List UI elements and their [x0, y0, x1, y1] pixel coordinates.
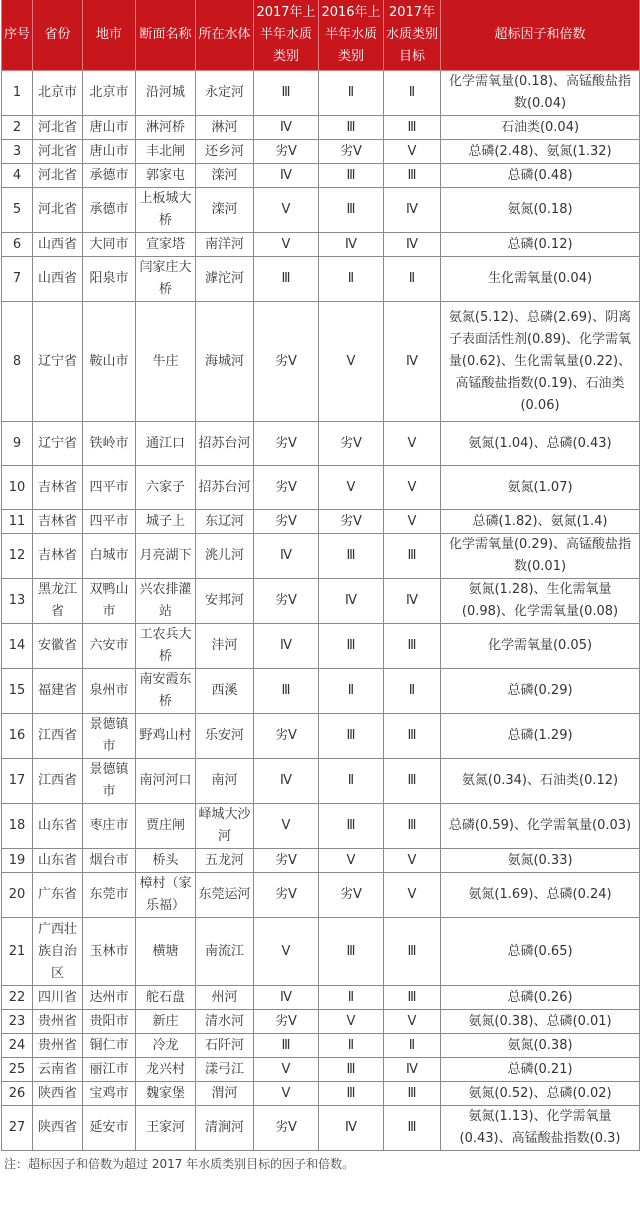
cell-target-2017: Ⅱ — [384, 257, 441, 302]
cell-target-2017: Ⅳ — [384, 188, 441, 233]
cell-quality-2017: 劣Ⅴ — [254, 302, 319, 422]
table-row — [2, 510, 640, 534]
cell-province: 云南省 — [33, 1058, 83, 1082]
cell-quality-2016: Ⅱ — [319, 986, 384, 1010]
cell-water: 石阡河 — [196, 1034, 254, 1058]
cell-quality-2017: Ⅴ — [254, 918, 319, 986]
cell-factors: 氨氮(5.12)、总磷(2.69)、阴离子表面活性剂(0.89)、化学需氧量(0.62)、生化需氧量(0.22)、高锰酸盐指数(0.19)、石油类(0.06) — [441, 302, 640, 422]
cell-city: 双鸭山市 — [83, 579, 136, 624]
cell-section: 王家河 — [136, 1106, 196, 1151]
cell-quality-2016: Ⅳ — [319, 579, 384, 624]
cell-no: 19 — [2, 849, 33, 873]
cell-factors: 氨氮(1.28)、生化需氧量(0.98)、化学需氧量(0.08) — [441, 579, 640, 624]
table-row — [2, 986, 640, 1010]
cell-target-2017: Ⅴ — [384, 849, 441, 873]
cell-city: 东莞市 — [83, 873, 136, 918]
cell-factors: 总磷(0.29) — [441, 669, 640, 714]
cell-province: 广西壮族自治区 — [33, 918, 83, 986]
cell-city: 景德镇市 — [83, 714, 136, 759]
cell-no: 18 — [2, 804, 33, 849]
cell-city: 阳泉市 — [83, 257, 136, 302]
cell-section: 丰北闸 — [136, 140, 196, 164]
cell-quality-2017: 劣Ⅴ — [254, 714, 319, 759]
cell-city: 玉林市 — [83, 918, 136, 986]
cell-quality-2017: 劣Ⅴ — [254, 510, 319, 534]
cell-city: 宝鸡市 — [83, 1082, 136, 1106]
cell-quality-2017: Ⅴ — [254, 1058, 319, 1082]
cell-quality-2016: Ⅲ — [319, 1082, 384, 1106]
cell-factors: 氨氮(0.38) — [441, 1034, 640, 1058]
cell-province: 江西省 — [33, 759, 83, 804]
cell-section: 冷龙 — [136, 1034, 196, 1058]
cell-province: 福建省 — [33, 669, 83, 714]
cell-quality-2016: Ⅲ — [319, 116, 384, 140]
cell-province: 河北省 — [33, 140, 83, 164]
cell-quality-2017: Ⅲ — [254, 257, 319, 302]
cell-quality-2016: 劣Ⅴ — [319, 422, 384, 466]
cell-section: 六家子 — [136, 466, 196, 510]
cell-province: 山西省 — [33, 233, 83, 257]
table-row — [2, 1034, 640, 1058]
cell-province: 山东省 — [33, 804, 83, 849]
cell-city: 丽江市 — [83, 1058, 136, 1082]
table-row — [2, 164, 640, 188]
cell-section: 贾庄闸 — [136, 804, 196, 849]
header-factors: 超标因子和倍数 — [441, 0, 640, 71]
cell-quality-2016: Ⅱ — [319, 669, 384, 714]
cell-quality-2016: Ⅲ — [319, 1058, 384, 1082]
cell-quality-2017: 劣Ⅴ — [254, 422, 319, 466]
cell-target-2017: Ⅲ — [384, 714, 441, 759]
cell-quality-2017: Ⅴ — [254, 233, 319, 257]
table-row — [2, 466, 640, 510]
cell-section: 樟村（家乐福） — [136, 873, 196, 918]
cell-city: 大同市 — [83, 233, 136, 257]
table-row — [2, 918, 640, 986]
cell-province: 安徽省 — [33, 624, 83, 669]
table-row — [2, 804, 640, 849]
cell-city: 北京市 — [83, 71, 136, 116]
cell-quality-2017: 劣Ⅴ — [254, 579, 319, 624]
cell-target-2017: Ⅴ — [384, 140, 441, 164]
cell-province: 北京市 — [33, 71, 83, 116]
water-quality-table — [1, 0, 640, 1151]
cell-quality-2017: Ⅳ — [254, 164, 319, 188]
cell-city: 四平市 — [83, 466, 136, 510]
cell-water: 东辽河 — [196, 510, 254, 534]
header-city: 地市 — [83, 0, 136, 71]
cell-no: 3 — [2, 140, 33, 164]
header-q2017: 2017年上半年水质类别 — [254, 0, 319, 71]
cell-water: 滦河 — [196, 188, 254, 233]
cell-factors: 总磷(0.65) — [441, 918, 640, 986]
cell-province: 辽宁省 — [33, 302, 83, 422]
cell-quality-2016: Ⅲ — [319, 188, 384, 233]
cell-province: 江西省 — [33, 714, 83, 759]
cell-water: 还乡河 — [196, 140, 254, 164]
cell-section: 舵石盘 — [136, 986, 196, 1010]
cell-target-2017: Ⅳ — [384, 579, 441, 624]
cell-target-2017: Ⅲ — [384, 804, 441, 849]
table-body — [2, 71, 640, 1151]
cell-section: 通江口 — [136, 422, 196, 466]
cell-city: 唐山市 — [83, 116, 136, 140]
cell-target-2017: Ⅴ — [384, 873, 441, 918]
cell-factors: 总磷(0.59)、化学需氧量(0.03) — [441, 804, 640, 849]
cell-section: 魏家堡 — [136, 1082, 196, 1106]
cell-water: 招苏台河 — [196, 466, 254, 510]
cell-target-2017: Ⅲ — [384, 624, 441, 669]
table-row — [2, 233, 640, 257]
cell-province: 吉林省 — [33, 510, 83, 534]
cell-quality-2017: Ⅳ — [254, 116, 319, 140]
cell-target-2017: Ⅴ — [384, 466, 441, 510]
cell-quality-2016: Ⅲ — [319, 534, 384, 579]
cell-no: 23 — [2, 1010, 33, 1034]
cell-water: 乐安河 — [196, 714, 254, 759]
cell-quality-2016: 劣Ⅴ — [319, 510, 384, 534]
cell-quality-2017: 劣Ⅴ — [254, 873, 319, 918]
cell-factors: 总磷(0.21) — [441, 1058, 640, 1082]
cell-quality-2016: Ⅲ — [319, 918, 384, 986]
cell-water: 安邦河 — [196, 579, 254, 624]
cell-quality-2016: Ⅱ — [319, 71, 384, 116]
cell-factors: 氨氮(0.38)、总磷(0.01) — [441, 1010, 640, 1034]
cell-no: 20 — [2, 873, 33, 918]
cell-factors: 氨氮(0.52)、总磷(0.02) — [441, 1082, 640, 1106]
cell-no: 2 — [2, 116, 33, 140]
header-water: 所在水体 — [196, 0, 254, 71]
table-row — [2, 579, 640, 624]
cell-target-2017: Ⅲ — [384, 918, 441, 986]
cell-factors: 氨氮(1.69)、总磷(0.24) — [441, 873, 640, 918]
cell-province: 贵州省 — [33, 1010, 83, 1034]
cell-water: 州河 — [196, 986, 254, 1010]
cell-no: 22 — [2, 986, 33, 1010]
cell-quality-2017: 劣Ⅴ — [254, 1010, 319, 1034]
cell-factors: 总磷(0.48) — [441, 164, 640, 188]
table-row — [2, 849, 640, 873]
cell-city: 枣庄市 — [83, 804, 136, 849]
footnote: 注：超标因子和倍数为超过 2017 年水质类别目标的因子和倍数。 — [4, 1157, 355, 1171]
cell-section: 沿河城 — [136, 71, 196, 116]
cell-quality-2017: Ⅳ — [254, 624, 319, 669]
cell-no: 1 — [2, 71, 33, 116]
cell-quality-2017: Ⅴ — [254, 804, 319, 849]
cell-section: 郭家屯 — [136, 164, 196, 188]
table-row — [2, 624, 640, 669]
cell-target-2017: Ⅳ — [384, 1058, 441, 1082]
cell-quality-2016: 劣Ⅴ — [319, 140, 384, 164]
cell-section: 淋河桥 — [136, 116, 196, 140]
cell-quality-2016: Ⅴ — [319, 1010, 384, 1034]
cell-factors: 氨氮(0.33) — [441, 849, 640, 873]
cell-no: 26 — [2, 1082, 33, 1106]
cell-water: 南洋河 — [196, 233, 254, 257]
cell-target-2017: Ⅳ — [384, 302, 441, 422]
cell-province: 吉林省 — [33, 466, 83, 510]
cell-water: 永定河 — [196, 71, 254, 116]
table-header-row — [2, 0, 640, 71]
cell-section: 南安霞东桥 — [136, 669, 196, 714]
cell-quality-2017: 劣Ⅴ — [254, 466, 319, 510]
cell-city: 铁岭市 — [83, 422, 136, 466]
cell-target-2017: Ⅱ — [384, 71, 441, 116]
cell-no: 12 — [2, 534, 33, 579]
cell-section: 新庄 — [136, 1010, 196, 1034]
cell-province: 山东省 — [33, 849, 83, 873]
table-row — [2, 714, 640, 759]
cell-water: 滹沱河 — [196, 257, 254, 302]
header-province: 省份 — [33, 0, 83, 71]
cell-no: 27 — [2, 1106, 33, 1151]
cell-section: 桥头 — [136, 849, 196, 873]
cell-no: 21 — [2, 918, 33, 986]
cell-target-2017: Ⅴ — [384, 1010, 441, 1034]
cell-water: 清涧河 — [196, 1106, 254, 1151]
cell-quality-2017: Ⅳ — [254, 986, 319, 1010]
cell-province: 广东省 — [33, 873, 83, 918]
cell-water: 南河 — [196, 759, 254, 804]
cell-factors: 化学需氧量(0.18)、高锰酸盐指数(0.04) — [441, 71, 640, 116]
table-row — [2, 1082, 640, 1106]
cell-target-2017: Ⅲ — [384, 116, 441, 140]
cell-no: 15 — [2, 669, 33, 714]
table-row — [2, 116, 640, 140]
cell-factors: 氨氮(1.07) — [441, 466, 640, 510]
cell-no: 14 — [2, 624, 33, 669]
cell-quality-2016: Ⅳ — [319, 1106, 384, 1151]
cell-no: 17 — [2, 759, 33, 804]
cell-no: 9 — [2, 422, 33, 466]
cell-quality-2017: Ⅴ — [254, 1082, 319, 1106]
cell-target-2017: Ⅲ — [384, 164, 441, 188]
cell-province: 贵州省 — [33, 1034, 83, 1058]
cell-province: 河北省 — [33, 164, 83, 188]
cell-section: 横塘 — [136, 918, 196, 986]
cell-province: 四川省 — [33, 986, 83, 1010]
cell-quality-2017: Ⅴ — [254, 188, 319, 233]
table-row — [2, 140, 640, 164]
cell-city: 承德市 — [83, 188, 136, 233]
cell-target-2017: Ⅳ — [384, 233, 441, 257]
cell-city: 六安市 — [83, 624, 136, 669]
table-row — [2, 1106, 640, 1151]
cell-city: 景德镇市 — [83, 759, 136, 804]
cell-quality-2016: Ⅲ — [319, 714, 384, 759]
cell-section: 上板城大桥 — [136, 188, 196, 233]
cell-water: 滦河 — [196, 164, 254, 188]
cell-water: 洮儿河 — [196, 534, 254, 579]
cell-factors: 总磷(0.12) — [441, 233, 640, 257]
cell-section: 兴农排灌站 — [136, 579, 196, 624]
cell-factors: 氨氮(0.34)、石油类(0.12) — [441, 759, 640, 804]
cell-no: 4 — [2, 164, 33, 188]
cell-water: 西溪 — [196, 669, 254, 714]
cell-target-2017: Ⅲ — [384, 1106, 441, 1151]
cell-section: 月亮湖下 — [136, 534, 196, 579]
cell-water: 招苏台河 — [196, 422, 254, 466]
cell-province: 黑龙江省 — [33, 579, 83, 624]
cell-quality-2017: Ⅳ — [254, 759, 319, 804]
cell-province: 陕西省 — [33, 1082, 83, 1106]
cell-no: 13 — [2, 579, 33, 624]
cell-quality-2016: 劣Ⅴ — [319, 873, 384, 918]
cell-city: 铜仁市 — [83, 1034, 136, 1058]
header-no: 序号 — [2, 0, 33, 71]
cell-quality-2016: Ⅳ — [319, 233, 384, 257]
cell-water: 五龙河 — [196, 849, 254, 873]
cell-city: 四平市 — [83, 510, 136, 534]
cell-target-2017: Ⅲ — [384, 986, 441, 1010]
cell-quality-2016: Ⅱ — [319, 1034, 384, 1058]
cell-factors: 化学需氧量(0.05) — [441, 624, 640, 669]
table-row — [2, 759, 640, 804]
cell-quality-2016: Ⅲ — [319, 164, 384, 188]
cell-section: 城子上 — [136, 510, 196, 534]
cell-section: 牛庄 — [136, 302, 196, 422]
cell-water: 漾弓江 — [196, 1058, 254, 1082]
cell-quality-2017: 劣Ⅴ — [254, 849, 319, 873]
cell-factors: 氨氮(1.04)、总磷(0.43) — [441, 422, 640, 466]
header-q2016: 2016年上半年水质类别 — [319, 0, 384, 71]
cell-factors: 氨氮(0.18) — [441, 188, 640, 233]
cell-target-2017: Ⅱ — [384, 669, 441, 714]
cell-province: 吉林省 — [33, 534, 83, 579]
cell-water: 东莞运河 — [196, 873, 254, 918]
cell-no: 8 — [2, 302, 33, 422]
cell-factors: 总磷(0.26) — [441, 986, 640, 1010]
cell-section: 闫家庄大桥 — [136, 257, 196, 302]
cell-target-2017: Ⅲ — [384, 1082, 441, 1106]
table-row — [2, 257, 640, 302]
table-row — [2, 1010, 640, 1034]
cell-target-2017: Ⅲ — [384, 534, 441, 579]
table-row — [2, 873, 640, 918]
cell-section: 野鸡山村 — [136, 714, 196, 759]
cell-province: 河北省 — [33, 116, 83, 140]
cell-water: 峄城大沙河 — [196, 804, 254, 849]
cell-city: 白城市 — [83, 534, 136, 579]
cell-factors: 化学需氧量(0.29)、高锰酸盐指数(0.01) — [441, 534, 640, 579]
cell-city: 承德市 — [83, 164, 136, 188]
cell-no: 11 — [2, 510, 33, 534]
cell-no: 6 — [2, 233, 33, 257]
cell-no: 25 — [2, 1058, 33, 1082]
table-row — [2, 422, 640, 466]
cell-city: 达州市 — [83, 986, 136, 1010]
cell-no: 5 — [2, 188, 33, 233]
cell-no: 16 — [2, 714, 33, 759]
cell-quality-2017: Ⅲ — [254, 1034, 319, 1058]
table-row — [2, 71, 640, 116]
cell-target-2017: Ⅲ — [384, 759, 441, 804]
table-row — [2, 302, 640, 422]
table-row — [2, 669, 640, 714]
cell-province: 陕西省 — [33, 1106, 83, 1151]
cell-city: 烟台市 — [83, 849, 136, 873]
cell-city: 贵阳市 — [83, 1010, 136, 1034]
cell-province: 河北省 — [33, 188, 83, 233]
cell-quality-2017: Ⅲ — [254, 71, 319, 116]
cell-quality-2016: Ⅱ — [319, 257, 384, 302]
cell-quality-2016: Ⅴ — [319, 849, 384, 873]
cell-factors: 总磷(1.29) — [441, 714, 640, 759]
cell-factors: 氨氮(1.13)、化学需氧量(0.43)、高锰酸盐指数(0.3) — [441, 1106, 640, 1151]
cell-province: 山西省 — [33, 257, 83, 302]
cell-quality-2017: Ⅳ — [254, 534, 319, 579]
header-target: 2017年水质类别目标 — [384, 0, 441, 71]
cell-province: 辽宁省 — [33, 422, 83, 466]
cell-water: 清水河 — [196, 1010, 254, 1034]
cell-water: 南流江 — [196, 918, 254, 986]
cell-no: 7 — [2, 257, 33, 302]
cell-city: 延安市 — [83, 1106, 136, 1151]
cell-section: 宣家塔 — [136, 233, 196, 257]
cell-water: 沣河 — [196, 624, 254, 669]
cell-section: 南河河口 — [136, 759, 196, 804]
cell-no: 10 — [2, 466, 33, 510]
cell-factors: 石油类(0.04) — [441, 116, 640, 140]
cell-factors: 总磷(2.48)、氨氮(1.32) — [441, 140, 640, 164]
cell-city: 唐山市 — [83, 140, 136, 164]
cell-quality-2017: 劣Ⅴ — [254, 1106, 319, 1151]
cell-no: 24 — [2, 1034, 33, 1058]
cell-quality-2017: 劣Ⅴ — [254, 140, 319, 164]
table-row — [2, 534, 640, 579]
cell-water: 渭河 — [196, 1082, 254, 1106]
cell-quality-2016: Ⅲ — [319, 624, 384, 669]
cell-section: 工农兵大桥 — [136, 624, 196, 669]
cell-factors: 生化需氧量(0.04) — [441, 257, 640, 302]
cell-target-2017: Ⅱ — [384, 1034, 441, 1058]
header-section: 断面名称 — [136, 0, 196, 71]
cell-water: 海城河 — [196, 302, 254, 422]
cell-quality-2016: Ⅲ — [319, 804, 384, 849]
cell-quality-2016: Ⅴ — [319, 302, 384, 422]
cell-quality-2017: Ⅲ — [254, 669, 319, 714]
cell-water: 淋河 — [196, 116, 254, 140]
cell-section: 龙兴村 — [136, 1058, 196, 1082]
cell-quality-2016: Ⅴ — [319, 466, 384, 510]
cell-target-2017: Ⅴ — [384, 422, 441, 466]
cell-quality-2016: Ⅱ — [319, 759, 384, 804]
cell-target-2017: Ⅴ — [384, 510, 441, 534]
table-row — [2, 1058, 640, 1082]
table-row — [2, 188, 640, 233]
cell-factors: 总磷(1.82)、氨氮(1.4) — [441, 510, 640, 534]
cell-city: 泉州市 — [83, 669, 136, 714]
cell-city: 鞍山市 — [83, 302, 136, 422]
